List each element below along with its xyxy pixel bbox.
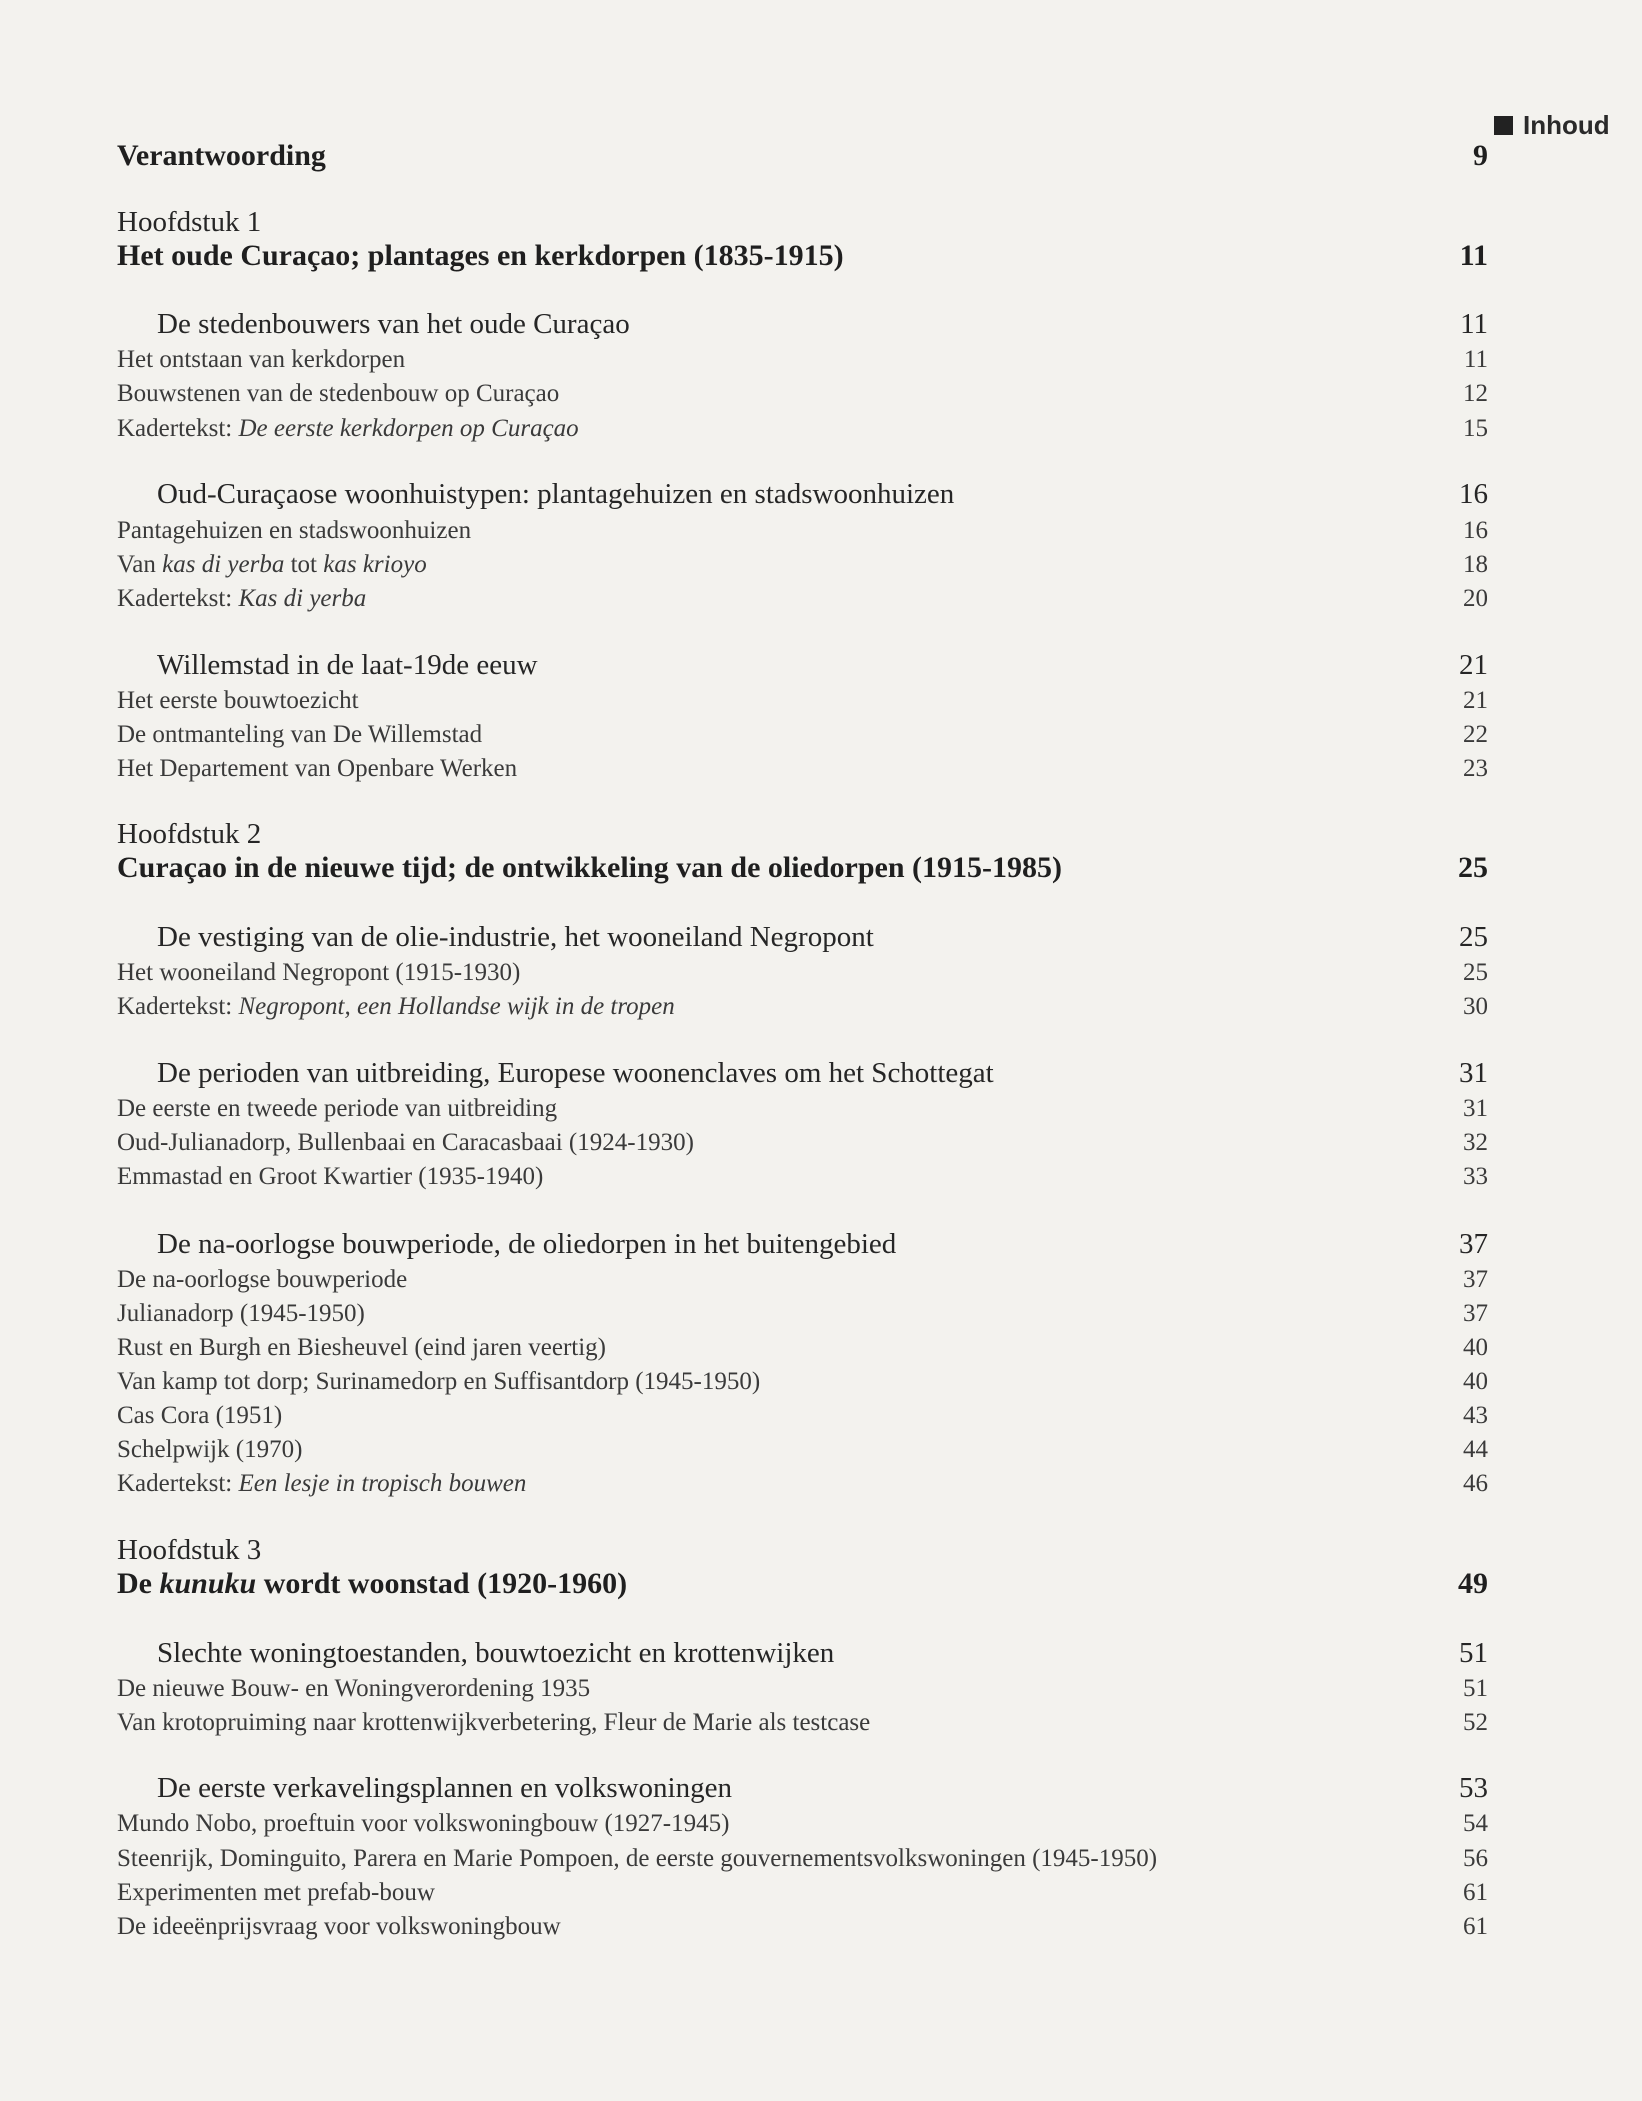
page-heading <box>1494 110 1610 141</box>
page-number: 31 <box>1463 1095 1488 1122</box>
toc-entry <box>117 1163 1488 1191</box>
toc-title: De na-oorlogse bouwperiode, de oliedorpen in het buitengebied <box>157 1228 897 1260</box>
toc-title: Mundo Nobo, proeftuin voor volkswoningbouw (1927-1945) <box>117 1810 730 1837</box>
toc-entry <box>117 1368 1488 1396</box>
page-number: 25 <box>1458 851 1488 884</box>
toc-chapter-label <box>117 818 1488 851</box>
page-number: 31 <box>1459 1057 1488 1089</box>
toc-entry <box>117 517 1488 545</box>
toc-title: Oud-Julianadorp, Bullenbaai en Caracasbaai (1924-1930) <box>117 1129 694 1156</box>
toc-top <box>117 139 1488 173</box>
page-number: 40 <box>1463 1368 1488 1395</box>
toc-title: Willemstad in de laat-19de eeuw <box>157 649 538 681</box>
toc-section <box>157 478 1488 511</box>
toc-chapter <box>117 239 1488 273</box>
toc-title: Oud-Curaçaose woonhuistypen: plantagehuizen en stadswoonhuizen <box>157 478 955 510</box>
toc-title: Van krotopruiming naar krottenwijkverbetering, Fleur de Marie als testcase <box>117 1709 871 1736</box>
page-number: 12 <box>1463 380 1488 407</box>
toc-title <box>117 415 579 443</box>
toc-title: Pantagehuizen en stadswoonhuizen <box>117 517 472 544</box>
toc-title: Experimenten met prefab-bouw <box>117 1879 435 1906</box>
page-number: 16 <box>1463 517 1488 544</box>
toc-entry <box>117 1709 1488 1737</box>
page-number: 53 <box>1459 1772 1488 1804</box>
toc-entry <box>117 1810 1488 1838</box>
kadertekst-title: Negropont, een Hollandse wijk in de tropen <box>238 993 675 1020</box>
toc-title: De stedenbouwers van het oude Curaçao <box>157 308 630 340</box>
toc-entry <box>117 1300 1488 1328</box>
kadertekst-title: Een lesje in tropisch bouwen <box>238 1470 527 1497</box>
toc-entry <box>117 1675 1488 1703</box>
kadertekst-prefix: Kadertekst: <box>117 415 239 442</box>
toc-section <box>157 1637 1488 1670</box>
page-number: 22 <box>1463 721 1488 748</box>
toc-title: De vestiging van de olie-industrie, het wooneiland Negropont <box>157 921 874 953</box>
page-number: 54 <box>1463 1810 1488 1837</box>
toc-entry <box>117 993 1488 1021</box>
text-part: De <box>117 1567 160 1600</box>
text-part: Van <box>117 551 163 578</box>
page-number: 11 <box>1463 346 1488 373</box>
page-number: 23 <box>1463 755 1488 782</box>
toc-section <box>157 1057 1488 1090</box>
toc-title: Het ontstaan van kerkdorpen <box>117 346 406 373</box>
toc-title: De nieuwe Bouw- en Woningverordening 1935 <box>117 1675 591 1702</box>
kadertekst-prefix: Kadertekst: <box>117 1470 239 1497</box>
toc-title: Curaçao in de nieuwe tijd; de ontwikkeling van de oliedorpen (1915-1985) <box>117 851 1063 884</box>
page-number: 61 <box>1463 1913 1488 1940</box>
toc-title: Hoofdstuk 2 <box>117 818 262 850</box>
kadertekst-title: De eerste kerkdorpen op Curaçao <box>238 415 579 442</box>
toc-entry <box>117 1266 1488 1294</box>
page-number: 37 <box>1463 1300 1488 1327</box>
toc-chapter-label <box>117 206 1488 239</box>
page-number: 56 <box>1463 1845 1488 1872</box>
toc-entry <box>117 1334 1488 1362</box>
toc-title: Verantwoording <box>117 139 326 172</box>
page-number: 37 <box>1463 1266 1488 1293</box>
toc-entry <box>117 1879 1488 1907</box>
toc-title: Emmastad en Groot Kwartier (1935-1940) <box>117 1163 544 1190</box>
toc-entry <box>117 1845 1488 1873</box>
page-number: 43 <box>1463 1402 1488 1429</box>
toc-entry <box>117 1470 1488 1498</box>
toc-title: Het oude Curaçao; plantages en kerkdorpen (1835-1915) <box>117 239 844 272</box>
page-number: 44 <box>1463 1436 1488 1463</box>
toc-entry <box>117 755 1488 783</box>
toc-title <box>117 1567 627 1601</box>
page-number: 16 <box>1459 478 1488 510</box>
toc-title: De na-oorlogse bouwperiode <box>117 1266 408 1293</box>
page-number: 46 <box>1463 1470 1488 1497</box>
page-number: 61 <box>1463 1879 1488 1906</box>
italic-text: kas di yerba <box>162 551 285 578</box>
toc-section <box>157 308 1488 341</box>
toc-title: Bouwstenen van de stedenbouw op Curaçao <box>117 380 560 407</box>
toc-title: Steenrijk, Dominguito, Parera en Marie Pompoen, de eerste gouvernementsvolkswoningen (1945-1950) <box>117 1845 1158 1872</box>
page-number: 30 <box>1463 993 1488 1020</box>
toc-title <box>117 1470 526 1498</box>
toc-title: Schelpwijk (1970) <box>117 1436 303 1463</box>
toc-title: Van kamp tot dorp; Surinamedorp en Suffisantdorp (1945-1950) <box>117 1368 761 1395</box>
text-part: wordt woonstad (1920-1960) <box>256 1567 628 1600</box>
toc-entry <box>117 415 1488 443</box>
toc-title: Rust en Burgh en Biesheuvel (eind jaren veertig) <box>117 1334 606 1361</box>
toc-title: Het Departement van Openbare Werken <box>117 755 518 782</box>
italic-text: kas krioyo <box>323 551 427 578</box>
toc-entry <box>117 959 1488 987</box>
toc-section <box>157 1772 1488 1805</box>
kadertekst-prefix: Kadertekst: <box>117 993 239 1020</box>
toc-title: De ideeënprijsvraag voor volkswoningbouw <box>117 1913 561 1940</box>
toc-entry <box>117 1402 1488 1430</box>
toc-entry <box>117 551 1488 579</box>
toc-entry <box>117 346 1488 374</box>
toc-title: Slechte woningtoestanden, bouwtoezicht en krottenwijken <box>157 1637 835 1669</box>
page-number: 21 <box>1463 687 1488 714</box>
page-number: 18 <box>1463 551 1488 578</box>
toc-title <box>117 551 427 579</box>
page-number: 11 <box>1459 239 1488 272</box>
toc-title <box>117 993 675 1021</box>
toc-section <box>157 1228 1488 1261</box>
square-bullet-icon <box>1494 116 1513 135</box>
toc-title: De ontmanteling van De Willemstad <box>117 721 483 748</box>
page-number: 40 <box>1463 1334 1488 1361</box>
toc-title: Hoofdstuk 3 <box>117 1534 262 1566</box>
toc-title: De eerste verkavelingsplannen en volkswoningen <box>157 1772 732 1804</box>
page-number: 51 <box>1459 1637 1488 1669</box>
toc-title <box>117 585 366 613</box>
page-number: 25 <box>1463 959 1488 986</box>
page-number: 33 <box>1463 1163 1488 1190</box>
text-part: tot <box>284 551 324 578</box>
page-number: 51 <box>1463 1675 1488 1702</box>
kadertekst-title: Kas di yerba <box>238 585 367 612</box>
page-heading-label: Inhoud <box>1523 110 1610 140</box>
toc-chapter-label <box>117 1534 1488 1567</box>
toc-chapter <box>117 1567 1488 1601</box>
page-number: 15 <box>1463 415 1488 442</box>
toc-section <box>157 921 1488 954</box>
toc-title: Het wooneiland Negropont (1915-1930) <box>117 959 521 986</box>
toc-section <box>157 649 1488 682</box>
page-number: 20 <box>1463 585 1488 612</box>
toc-entry <box>117 1129 1488 1157</box>
page-number: 52 <box>1463 1709 1488 1736</box>
toc-chapter <box>117 851 1488 885</box>
toc-title: Hoofdstuk 1 <box>117 206 262 238</box>
toc-entry <box>117 1095 1488 1123</box>
page-number: 25 <box>1459 921 1488 953</box>
italic-text: kunuku <box>159 1567 257 1600</box>
toc-title: De perioden van uitbreiding, Europese woonenclaves om het Schottegat <box>157 1057 994 1089</box>
kadertekst-prefix: Kadertekst: <box>117 585 239 612</box>
toc-title: Cas Cora (1951) <box>117 1402 283 1429</box>
toc-title: Het eerste bouwtoezicht <box>117 687 359 714</box>
toc-entry <box>117 721 1488 749</box>
toc-title: Julianadorp (1945-1950) <box>117 1300 365 1327</box>
toc-title: De eerste en tweede periode van uitbreiding <box>117 1095 558 1122</box>
toc-entry <box>117 380 1488 408</box>
toc-entry <box>117 1436 1488 1464</box>
page-number: 37 <box>1459 1228 1488 1260</box>
toc-entry <box>117 585 1488 613</box>
toc-entry <box>117 687 1488 715</box>
page-number: 21 <box>1459 649 1488 681</box>
page-number: 11 <box>1460 308 1488 340</box>
page-number: 32 <box>1463 1129 1488 1156</box>
page-number: 49 <box>1458 1567 1488 1600</box>
page-number: 9 <box>1473 139 1488 172</box>
toc-entry <box>117 1913 1488 1941</box>
